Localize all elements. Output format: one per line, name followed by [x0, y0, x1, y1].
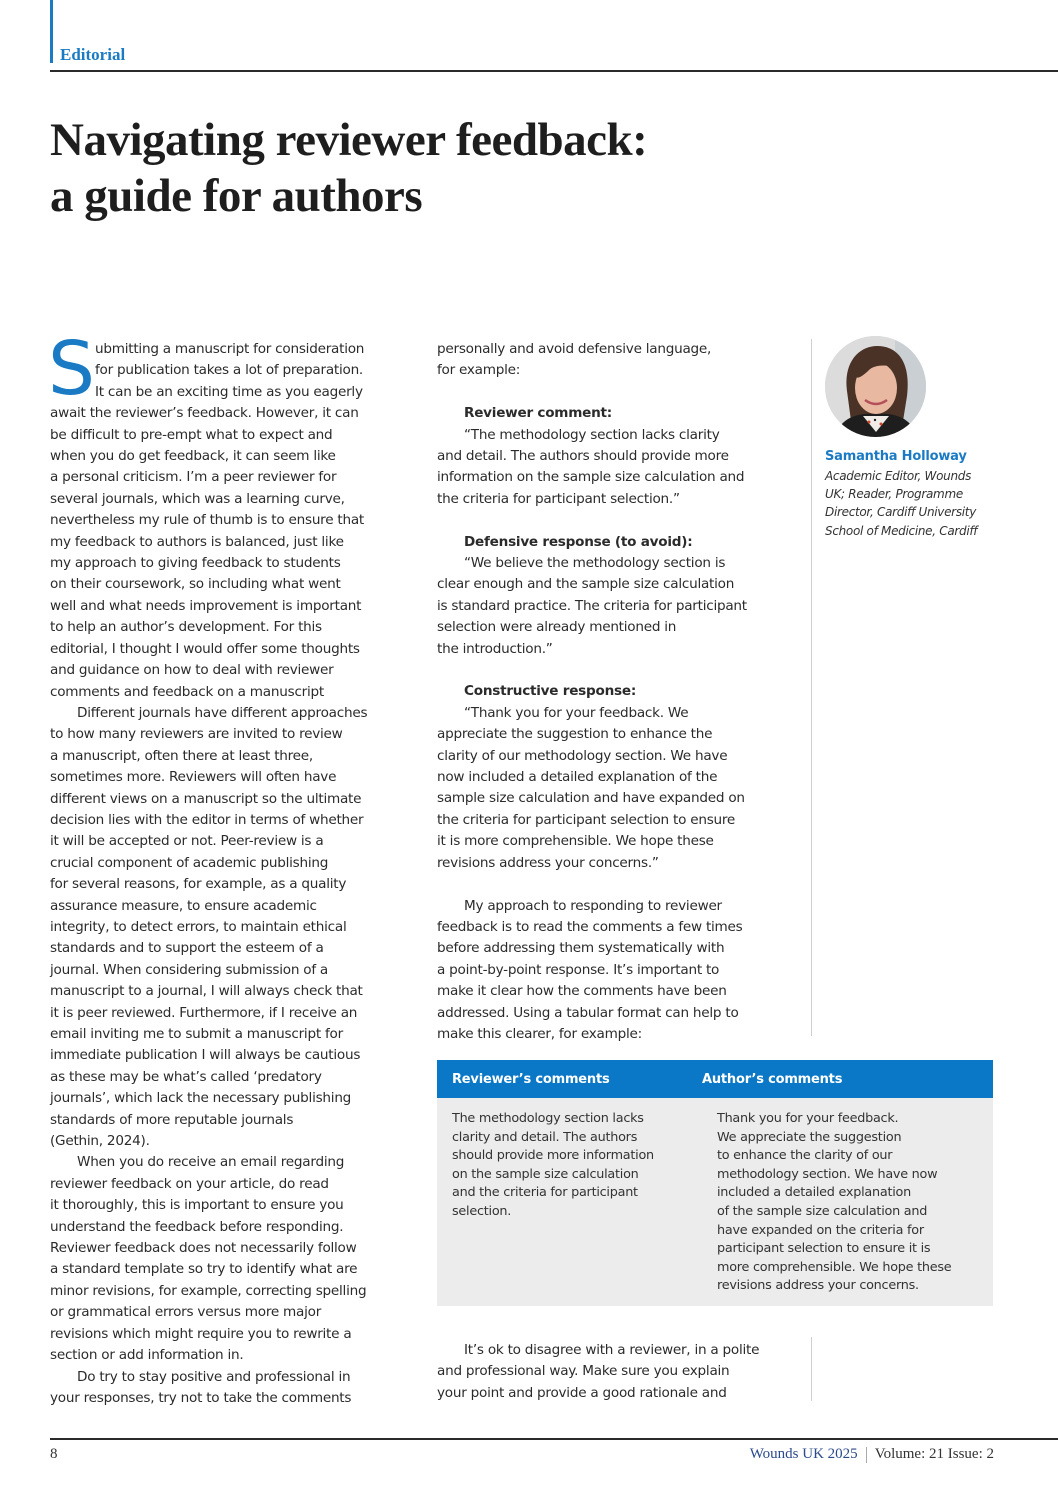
section-accent-bar — [50, 0, 53, 63]
text-line: be difficult to pre-empt what to expect and — [50, 426, 333, 443]
text-line: understand the feedback before responding. — [50, 1218, 344, 1235]
text-line: sample size calculation and have expanded on — [437, 790, 745, 807]
text-line: Do try to stay positive and professional in — [77, 1368, 351, 1385]
comments-table — [437, 1060, 993, 1306]
cell-line: of the sample size calculation and — [717, 1203, 928, 1219]
title-line: Navigating reviewer feedback: — [50, 114, 648, 166]
reviewer-comment-heading: Reviewer comment: — [464, 405, 612, 422]
table-cell-reviewer — [437, 1110, 717, 1296]
text-line: for publication takes a lot of preparation. — [95, 362, 364, 379]
author-box — [825, 336, 1025, 540]
text-line: it is more comprehensible. We hope these — [437, 833, 714, 850]
text-line: personally and avoid defensive language, — [437, 341, 712, 357]
cell-line: participant selection to ensure it is — [717, 1241, 931, 1257]
author-photo — [825, 336, 926, 437]
cell-line: We appreciate the suggestion — [717, 1129, 902, 1145]
title-line: a guide for authors — [50, 170, 423, 222]
text-line: clarity of our methodology section. We have — [437, 747, 728, 764]
header-divider — [50, 70, 1058, 72]
table-header-author: Author’s comments — [702, 1071, 843, 1087]
journal-name: Wounds UK 2025 — [749, 1446, 858, 1462]
text-line: reviewer feedback on your article, do read — [50, 1175, 329, 1192]
page-number: 8 — [50, 1446, 58, 1462]
text-line: now included a detailed explanation of the — [437, 769, 718, 786]
body-column-2-continued — [437, 1340, 797, 1404]
text-line: minor revisions, for example, correcting spelling — [50, 1282, 367, 1299]
text-line: addressed. Using a tabular format can help to — [437, 1004, 739, 1021]
text-line: several journals, which was a learning curve, — [50, 490, 345, 507]
text-line: manuscript to a journal, I will always check that — [50, 983, 363, 1000]
text-line: comments and feedback on a manuscript — [50, 683, 324, 700]
text-line: to help an author’s development. For this — [50, 619, 322, 636]
text-line: await the reviewer’s feedback. However, it can — [50, 405, 359, 422]
text-line: make it clear how the comments have been — [437, 983, 727, 1000]
text-line: “Thank you for your feedback. We — [464, 704, 689, 721]
text-line: make this clearer, for example: — [437, 1025, 642, 1042]
text-line: it is peer reviewed. Furthermore, if I receive an — [50, 1004, 358, 1021]
footer-citation — [750, 1446, 994, 1463]
text-line: integrity, to detect errors, to maintain ethical — [50, 918, 347, 935]
text-line: It’s ok to disagree with a reviewer, in a polite — [464, 1342, 760, 1358]
text-line: my feedback to authors is balanced, just like — [50, 533, 344, 550]
text-line: for several reasons, for example, as a quality — [50, 876, 347, 893]
defensive-response-heading: Defensive response (to avoid): — [464, 533, 693, 550]
text-line: as these may be what’s called ‘predatory — [50, 1068, 322, 1085]
article-title — [50, 112, 647, 224]
table-row — [437, 1098, 993, 1296]
text-line: selection were already mentioned in — [437, 619, 677, 636]
text-line: for example: — [437, 362, 521, 379]
text-line: on their coursework, so including what went — [50, 576, 341, 593]
issue-info: Volume: 21 Issue: 2 — [874, 1446, 994, 1462]
text-line: standards and to support the esteem of a — [50, 940, 324, 957]
cell-line: have expanded on the criteria for — [717, 1222, 924, 1238]
column-divider — [811, 339, 812, 1036]
text-line: nevertheless my rule of thumb is to ensure that — [50, 512, 365, 529]
text-line: the introduction.” — [437, 640, 553, 657]
text-line: feedback is to read the comments a few times — [437, 918, 743, 935]
affiliation-line: Academic Editor, Wounds — [825, 469, 972, 483]
text-line: journal. When considering submission of a — [50, 961, 329, 978]
cell-line: to enhance the clarity of our — [717, 1148, 893, 1164]
text-line: “The methodology section lacks clarity — [464, 426, 720, 443]
text-line: “We believe the methodology section is — [464, 555, 726, 572]
cell-line: on the sample size calculation — [452, 1166, 639, 1182]
text-line: immediate publication I will always be cautious — [50, 1047, 361, 1064]
constructive-response-heading: Constructive response: — [464, 683, 637, 700]
text-line: section or add information in. — [50, 1347, 244, 1364]
affiliation-line: School of Medicine, Cardiff — [825, 523, 978, 538]
text-line: and professional way. Make sure you explain — [437, 1363, 730, 1380]
text-line: or grammatical errors versus more major — [50, 1304, 322, 1321]
text-line: (Gethin, 2024). — [50, 1133, 150, 1150]
table-header-row — [437, 1060, 993, 1098]
text-line: different views on a manuscript so the ultimate — [50, 790, 362, 807]
text-line: the criteria for participant selection.” — [437, 490, 680, 507]
text-line: standards of more reputable journals — [50, 1111, 294, 1128]
text-line: revisions address your concerns.” — [437, 854, 659, 871]
text-line: decision lies with the editor in terms of whether — [50, 811, 364, 828]
section-label: Editorial — [60, 45, 126, 64]
text-line: crucial component of academic publishing — [50, 854, 329, 871]
author-photo-illustration — [825, 336, 926, 437]
text-line: appreciate the suggestion to enhance the — [437, 726, 713, 743]
column-divider — [811, 1337, 812, 1401]
text-line: information on the sample size calculation and — [437, 469, 745, 486]
text-line: My approach to responding to reviewer — [464, 897, 722, 914]
affiliation-line: Director, Cardiff University — [825, 505, 977, 520]
text-line: revisions which might require you to rewrite a — [50, 1325, 352, 1342]
text-line: Different journals have different approaches — [77, 704, 368, 721]
cell-line: should provide more information — [452, 1148, 654, 1164]
text-line: a standard template so try to identify what are — [50, 1261, 358, 1278]
cell-line: more comprehensible. We hope these — [717, 1259, 952, 1275]
text-line: to how many reviewers are invited to review — [50, 726, 343, 743]
cell-line: Thank you for your feedback. — [717, 1111, 899, 1126]
text-line: assurance measure, to ensure academic — [50, 897, 317, 914]
cell-line: revisions address your concerns. — [717, 1278, 919, 1294]
cell-line: The methodology section lacks — [452, 1111, 644, 1126]
table-cell-author — [717, 1110, 993, 1296]
text-line: When you do receive an email regarding — [77, 1154, 345, 1171]
text-line: is standard practice. The criteria for participant — [437, 597, 747, 614]
text-line: journals’, which lack the necessary publishing — [50, 1090, 352, 1107]
body-column-1 — [50, 339, 412, 1409]
text-line: ubmitting a manuscript for consideration — [95, 341, 365, 357]
text-line: the criteria for participant selection to ensure — [437, 811, 736, 828]
cell-line: selection. — [452, 1203, 512, 1219]
cell-line: included a detailed explanation — [717, 1185, 911, 1201]
body-column-2 — [437, 339, 797, 1045]
text-line: sometimes more. Reviewers will often have — [50, 769, 337, 786]
author-name: Samantha Holloway — [825, 449, 967, 464]
text-line: a personal criticism. I’m a peer reviewer for — [50, 469, 337, 486]
text-line: your point and provide a good rationale and — [437, 1384, 727, 1401]
text-line: well and what needs improvement is important — [50, 597, 362, 614]
cell-line: clarity and detail. The authors — [452, 1129, 638, 1145]
text-line: when you do get feedback, it can seem like — [50, 448, 336, 465]
text-line: it will be accepted or not. Peer-review is a — [50, 833, 324, 850]
text-line: a point-by-point response. It’s important to — [437, 961, 720, 978]
footer-divider — [50, 1438, 1058, 1440]
text-line: your responses, try not to take the comments — [50, 1389, 352, 1406]
text-line: Reviewer feedback does not necessarily follow — [50, 1240, 357, 1257]
text-line: a manuscript, often there at least three, — [50, 747, 313, 764]
text-line: before addressing them systematically with — [437, 940, 725, 957]
text-line: email inviting me to submit a manuscript for — [50, 1026, 343, 1042]
text-line: it thoroughly, this is important to ensure you — [50, 1197, 344, 1214]
author-affiliation — [825, 467, 1025, 540]
cell-line: and the criteria for participant — [452, 1185, 638, 1201]
affiliation-line: UK; Reader, Programme — [825, 487, 963, 502]
cell-line: methodology section. We have now — [717, 1166, 938, 1182]
text-line: clear enough and the sample size calculation — [437, 576, 735, 593]
text-line: my approach to giving feedback to students — [50, 555, 341, 572]
footer-separator — [866, 1447, 867, 1463]
text-line: editorial, I thought I would offer some thoughts — [50, 640, 360, 657]
text-line: It can be an exciting time as you eagerly — [95, 383, 363, 400]
text-line: and guidance on how to deal with reviewer — [50, 662, 334, 679]
text-line: and detail. The authors should provide more — [437, 448, 729, 465]
drop-cap: S — [48, 326, 95, 412]
table-header-reviewer: Reviewer’s comments — [452, 1071, 610, 1087]
